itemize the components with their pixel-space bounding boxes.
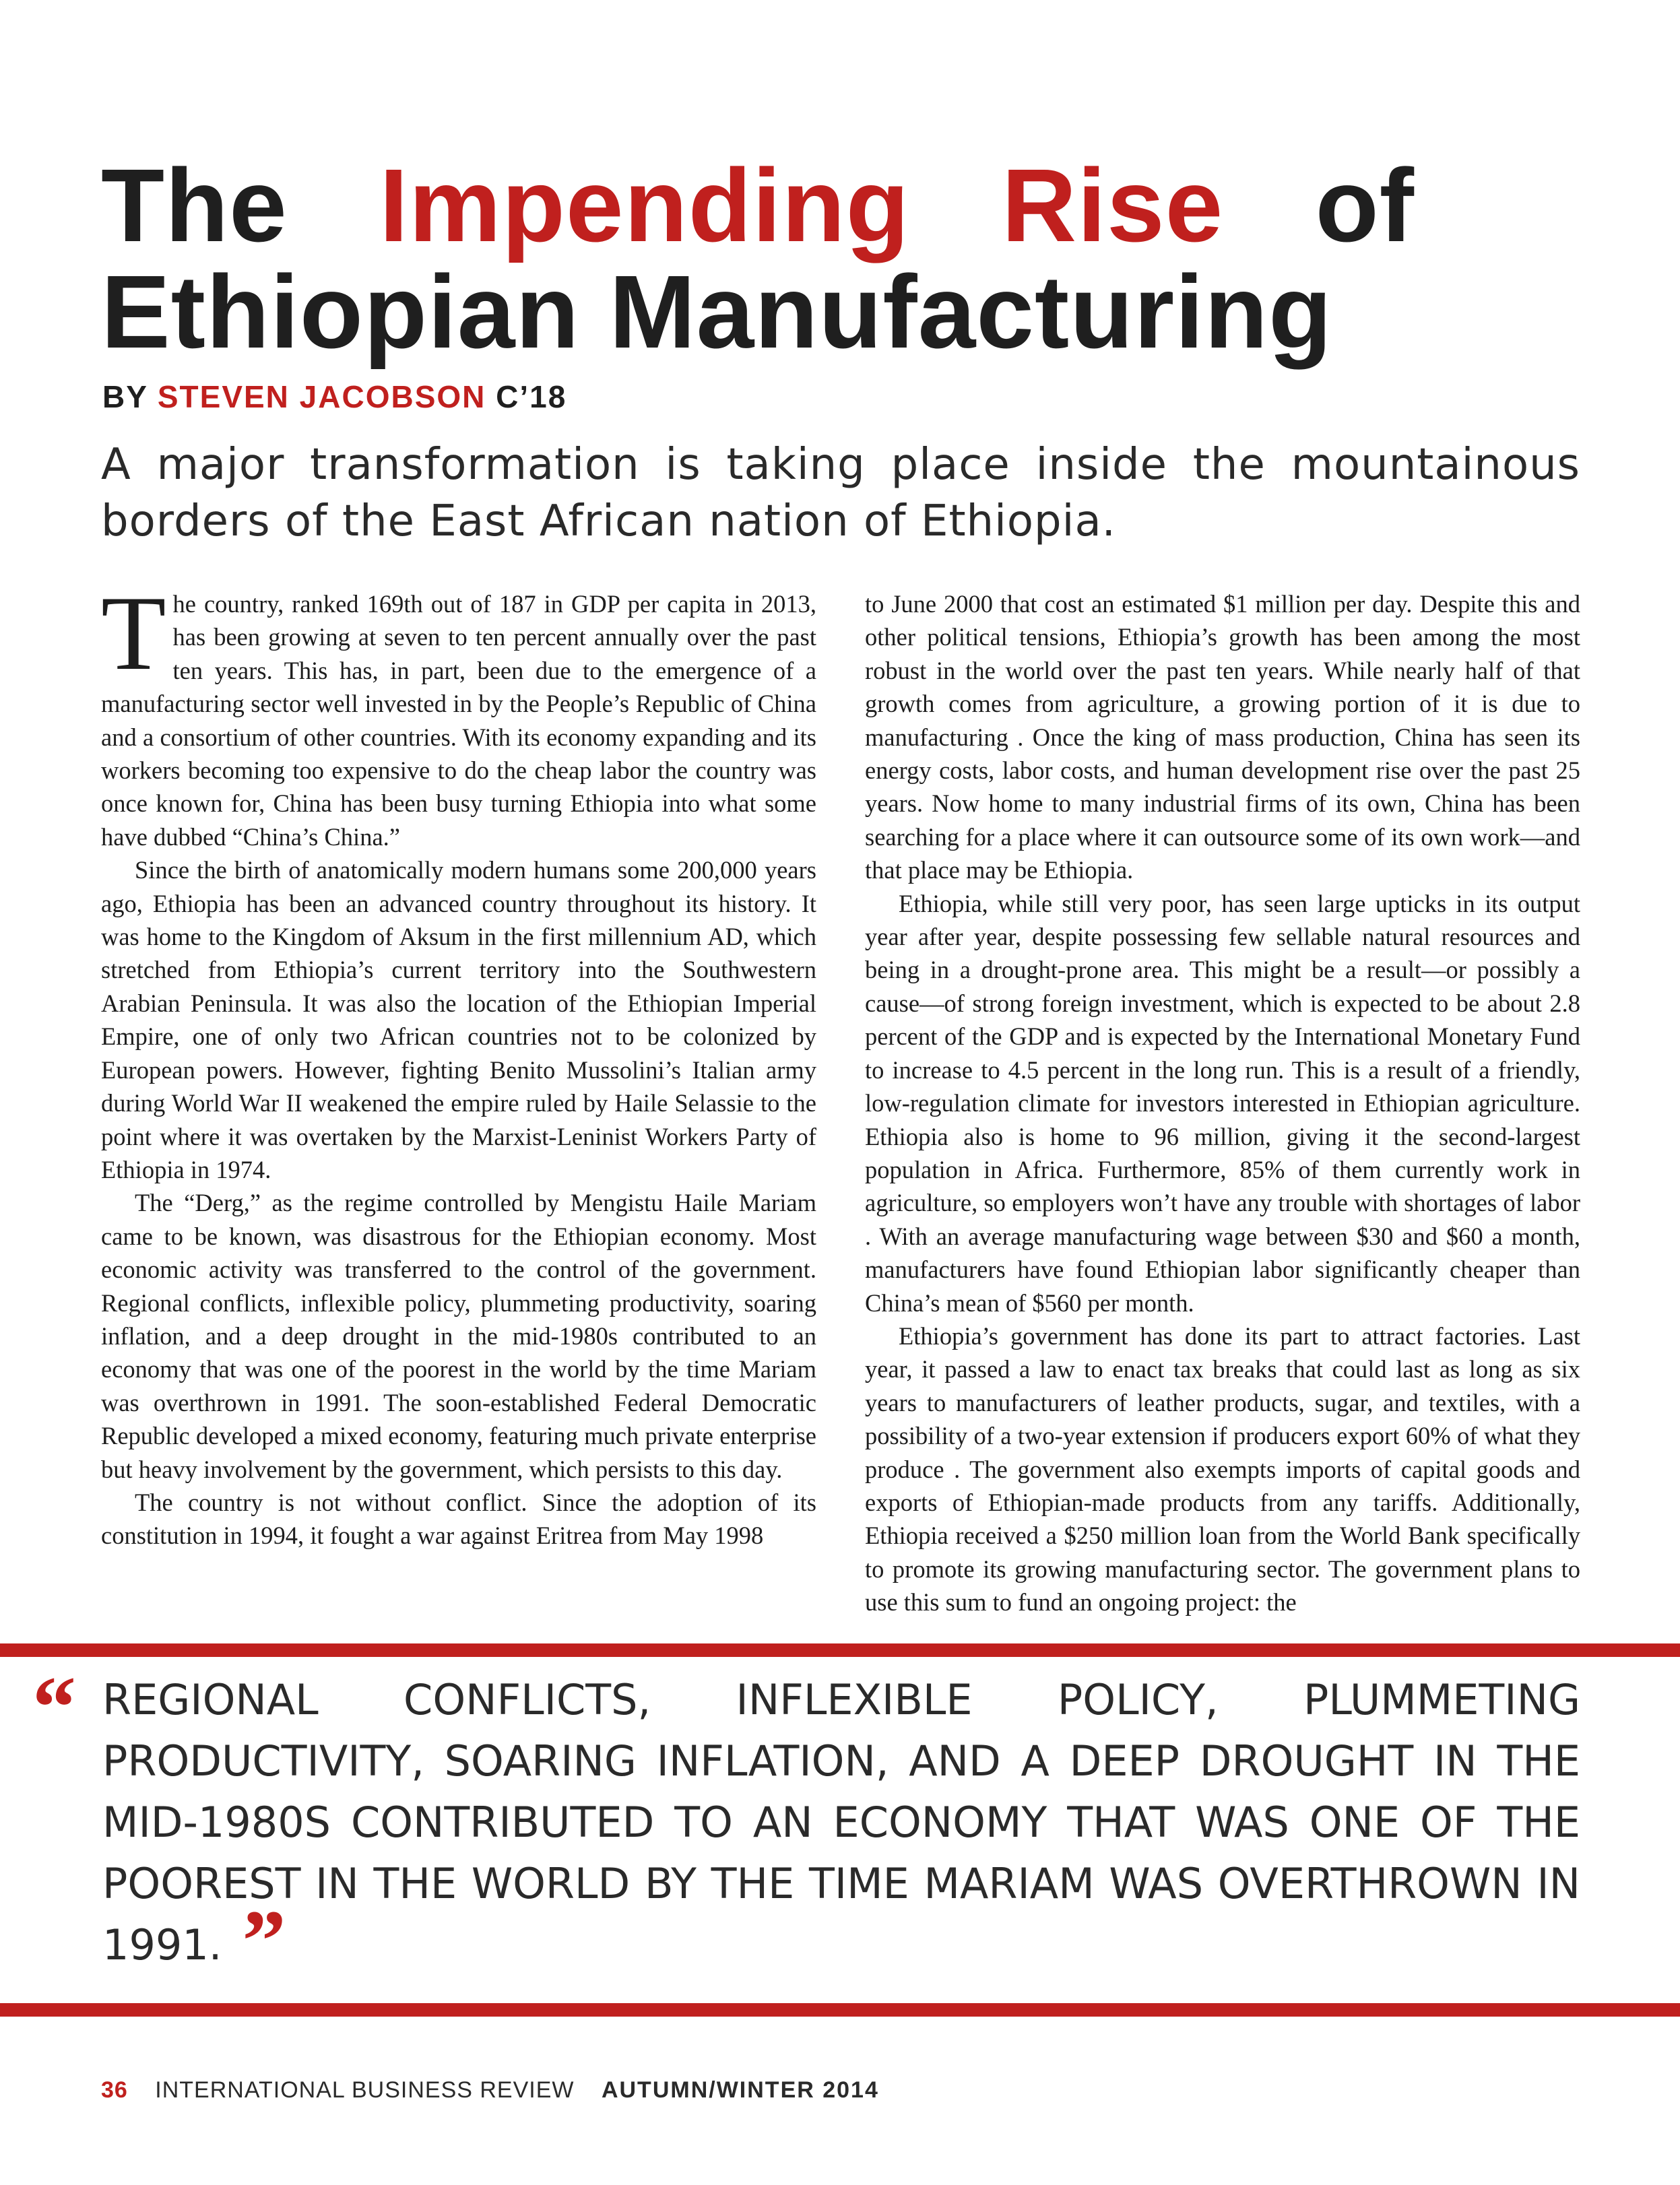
body-paragraph: to June 2000 that cost an estimated $1 million per day. Despite this and other political tensions, Ethiopia’s growth has been among the most robust in the world over the past ten years. While nearly half of that growth comes from agriculture, a growing portion of it is due to manufacturing . Once the king of mass production, China has seen its energy costs, labor costs, and human development rise over the past 25 years. Now home to many industrial firms of its own, China has been searching for a place where it can outsource some of its own work—and that place may be Ethiopia. <box>865 590 1580 884</box>
title-word-the: The <box>101 148 288 263</box>
drop-cap: T <box>101 575 166 692</box>
pull-quote-bottom-rule <box>0 2003 1680 2017</box>
title-word-of: of <box>1315 148 1415 263</box>
byline-prefix: BY <box>102 379 148 414</box>
byline <box>102 379 567 415</box>
body-paragraph: The country is not without conflict. Since the adoption of its constitution in 1994, it fought a war against Eritrea from May 1998 <box>101 1488 816 1550</box>
article-title <box>101 148 1415 370</box>
pull-quote-text: REGIONAL CONFLICTS, INFLEXIBLE POLICY, PLUMMETING PRODUCTIVITY, SOARING INFLATION, AND A DEEP DROUGHT IN THE MID-1980S CONTRIBUTED TO AN ECONOMY THAT WAS ONE OF THE POOREST IN THE WORLD BY THE TIME MARIAM WAS OVERTHROWN IN 1991. <box>102 1675 1580 1969</box>
page-footer <box>101 2077 879 2104</box>
title-word-rise: Rise <box>1001 148 1224 263</box>
body-paragraph: Ethiopia, while still very poor, has seen large upticks in its output year after year, despite possessing few sellable natural resources and being in a drought-prone area. This might be a result—or possibly a cause—of strong foreign investment, which is expected to be about 2.8 percent of the GDP and is expected by the International Monetary Fund to increase to 4.5 percent in the long run. This is a result of a friendly, low-regulation climate for investors interested in Ethiopian agriculture. Ethiopia also is home to 96 million, giving it the second-largest population in Africa. Furthermore, 85% of them currently work in agriculture, so employers won’t have any trouble with shortages of labor . With an average manufacturing wage between $30 and $60 a month, manufacturers have found Ethiopian labor significantly cheaper than China’s mean of $560 per month. <box>865 889 1580 1317</box>
publication-name: INTERNATIONAL BUSINESS REVIEW <box>155 2077 575 2103</box>
body-paragraph: The “Derg,” as the regime controlled by Mengistu Haile Mariam came to be known, was disastrous for the Ethiopian economy. Most economic activity was transferred to the control of the government. Regional conflicts, inflexible policy, plummeting productivity, soaring inflation, and a deep drought in the mid-1980s contributed to an economy that was one of the poorest in the world by the time Mariam was overthrown in 1991. The soon-established Federal Democratic Republic developed a mixed economy, featuring much private enterprise but heavy involvement by the government, which persists to this day. <box>101 1189 816 1483</box>
pull-quote-top-rule <box>0 1643 1680 1657</box>
issue-label: AUTUMN/WINTER 2014 <box>601 2077 879 2103</box>
pull-quote <box>102 1669 1580 1990</box>
byline-class-year: C’18 <box>496 379 567 414</box>
body-paragraph: Ethiopia’s government has done its part to attract factories. Last year, it passed a law to enact tax breaks that could last as long as six years to manufacturers of leather products, sugar, and textiles, with a possibility of a two-year extension if producers export 60% of what they produce . The government also exempts imports of capital goods and exports of Ethiopian-made products from any tariffs. Additionally, Ethiopia received a $250 million loan from the World Bank specifically to promote its growing manufacturing sector. The government plans to use this sum to fund an ongoing project: the <box>865 1322 1580 1617</box>
body-column-right <box>865 587 1580 1619</box>
body-paragraph-text: he country, ranked 169th out of 187 in GDP per capita in 2013, has been growing at seven to ten percent annually over the past ten years. This has, in part, been due to the emergence of a manufacturing sector well invested in by the People’s Republic of China and a consortium of other countries. With its economy expanding and its workers becoming too expensive to do the cheap labor the country was once known for, China has been busy turning Ethiopia into what some have dubbed “China’s China.” <box>101 590 816 851</box>
byline-author: STEVEN JACOBSON <box>157 379 486 414</box>
body-paragraph: Since the birth of anatomically modern humans some 200,000 years ago, Ethiopia has been an advanced country throughout its history. It was home to the Kingdom of Aksum in the first millennium AD, which stretched from Ethiopia’s current territory into the Southwestern Arabian Peninsula. It was also the location of the Ethiopian Imperial Empire, one of only two African countries not to be colonized by European powers. However, fighting Benito Mussolini’s Italian army during World War II weakened the empire ruled by Haile Selassie to the point where it was overtaken by the Marxist-Leninist Workers Party of Ethiopia in 1974. <box>101 856 816 1183</box>
title-line-1 <box>101 148 1415 263</box>
open-quote-mark: “ <box>32 1659 76 1756</box>
body-paragraph <box>101 575 816 853</box>
article-dek: A major transformation is taking place inside the mountainous borders of the East African nation of Ethiopia. <box>101 440 1580 546</box>
close-quote-mark: ” <box>242 1893 286 1990</box>
title-word-impending: Impending <box>379 148 910 263</box>
page-number: 36 <box>101 2077 128 2103</box>
title-line-2: Ethiopian Manufacturing <box>101 254 1333 370</box>
body-column-left <box>101 575 816 1553</box>
